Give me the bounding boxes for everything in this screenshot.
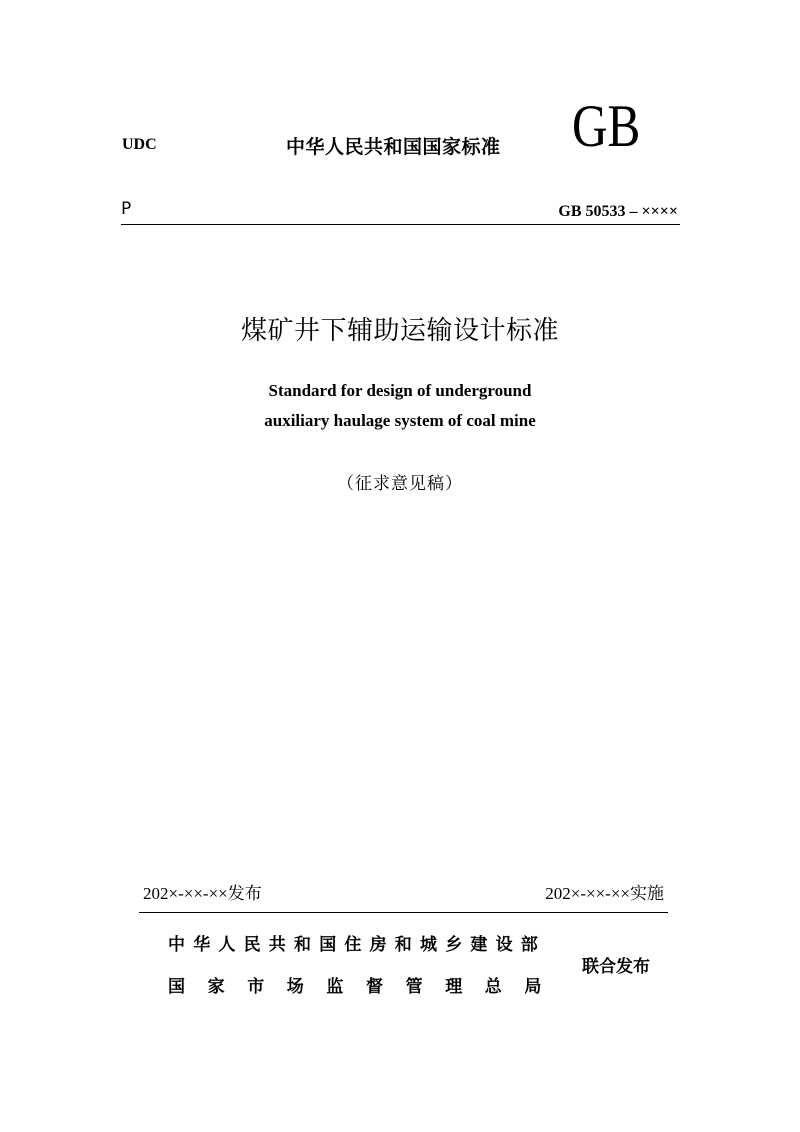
english-title-line2: auxiliary haulage system of coal mine [264, 411, 536, 430]
issuer-line1: 中华人民共和国住房和城乡建设部 [168, 935, 546, 955]
p-tag: P [121, 199, 132, 219]
joint-issue-label: 联合发布 [582, 957, 650, 977]
issuer-line2: 国家市场监督管理总局 [168, 977, 564, 997]
gb-logo: GB [572, 93, 641, 159]
issue-date: 202×-××-××发布 [143, 884, 262, 903]
chinese-title: 煤矿井下辅助运输设计标准 [240, 316, 559, 346]
effective-date: 202×-××-××实施 [545, 884, 664, 903]
udc-label: UDC [122, 136, 157, 153]
draft-note: （征求意见稿） [337, 474, 463, 494]
standard-number: GB 50533 – ×××× [558, 203, 678, 220]
standard-type: 中华人民共和国国家标准 [286, 136, 501, 158]
english-title-line1: Standard for design of underground [268, 381, 532, 400]
footer-divider [139, 912, 668, 913]
header-divider [121, 224, 680, 225]
